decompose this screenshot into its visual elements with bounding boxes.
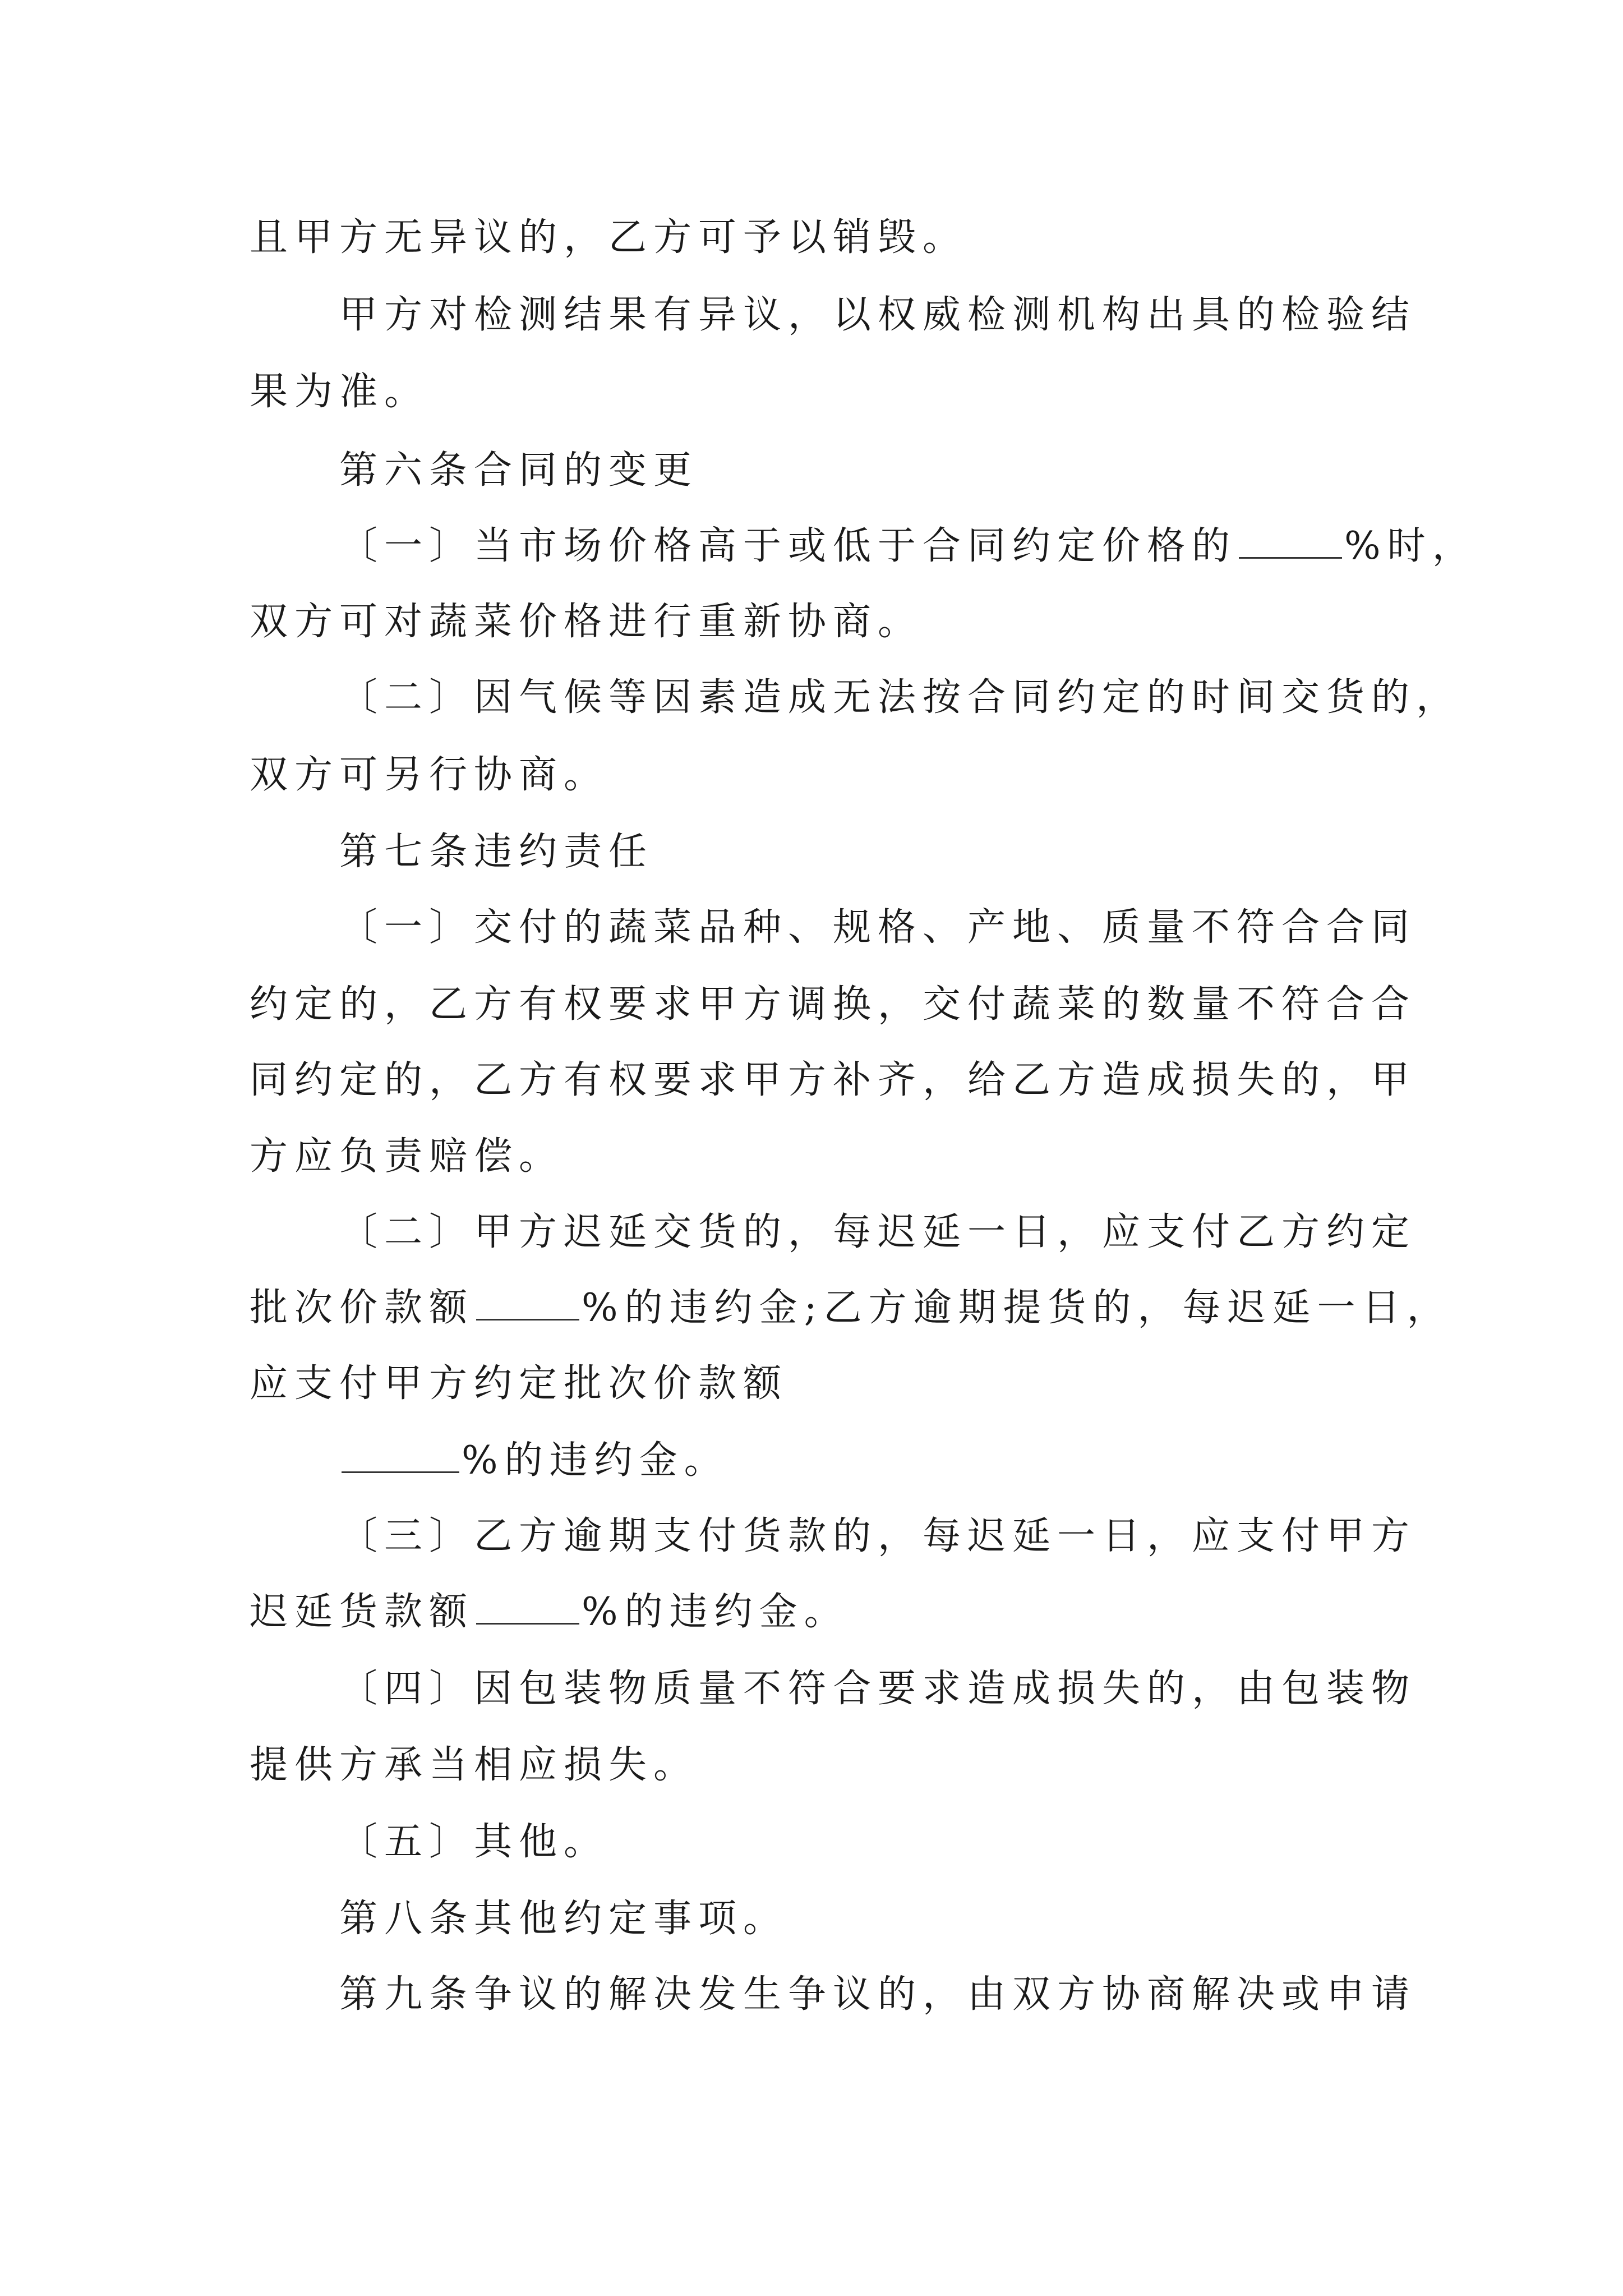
- paragraph-line: 且甲方无异议的，乙方可予以销毁。: [250, 215, 968, 260]
- text-segment: %的违约金。: [582, 1590, 849, 1634]
- fill-blank[interactable]: [1239, 557, 1342, 559]
- paragraph-line: [339, 1438, 729, 1483]
- paragraph-line: 方应负责赔偿。: [250, 1134, 564, 1179]
- paragraph-line: 果为准。: [250, 370, 430, 414]
- fill-blank[interactable]: [476, 1319, 579, 1320]
- paragraph-line: 约定的，乙方有权要求甲方调换，交付蔬菜的数量不符合合: [250, 982, 1417, 1027]
- paragraph-line: [250, 1590, 849, 1634]
- text-segment: 批次价款额: [250, 1286, 474, 1330]
- paragraph-line: 〔三〕乙方逾期支付货款的，每迟延一日，应支付甲方: [339, 1514, 1417, 1558]
- article-7-title: 第七条违约责任: [339, 830, 654, 874]
- paragraph-line: 〔二〕因气候等因素造成无法按合同约定的时间交货的，: [339, 675, 1461, 720]
- paragraph-line: 双方可另行协商。: [250, 753, 609, 797]
- text-segment: %的违约金;乙方逾期提货的，每迟延一日，: [582, 1286, 1452, 1330]
- paragraph-line: 双方可对蔬菜价格进行重新协商。: [250, 600, 923, 644]
- text-segment: 迟延货款额: [250, 1590, 474, 1634]
- paragraph-line: 〔一〕交付的蔬菜品种、规格、产地、质量不符合合同: [339, 905, 1417, 950]
- article-8-title: 第八条其他约定事项。: [339, 1897, 789, 1941]
- paragraph-line: 甲方对检测结果有异议，以权威检测机构出具的检验结: [339, 293, 1417, 337]
- paragraph-line: 〔四〕因包装物质量不符合要求造成损失的，由包装物: [339, 1667, 1417, 1711]
- fill-blank[interactable]: [476, 1623, 579, 1625]
- paragraph-line: [250, 1286, 1452, 1330]
- paragraph-line: 〔二〕甲方迟延交货的，每迟延一日，应支付乙方约定: [339, 1210, 1417, 1254]
- paragraph-line: 应支付甲方约定批次价款额: [250, 1361, 789, 1406]
- paragraph-line: 第九条争议的解决发生争议的，由双方协商解决或申请: [339, 1972, 1417, 2017]
- text-segment: %的违约金。: [462, 1438, 729, 1483]
- paragraph-line: [339, 524, 1477, 568]
- text-segment: %时，: [1344, 524, 1477, 568]
- paragraph-line: 提供方承当相应损失。: [250, 1743, 699, 1787]
- text-segment: 〔一〕当市场价格高于或低于合同约定价格的: [339, 524, 1237, 568]
- article-6-title: 第六条合同的变更: [339, 448, 699, 493]
- paragraph-line: 〔五〕其他。: [339, 1820, 609, 1864]
- fill-blank[interactable]: [342, 1471, 459, 1473]
- paragraph-line: 同约定的，乙方有权要求甲方补齐，给乙方造成损失的，甲: [250, 1058, 1417, 1102]
